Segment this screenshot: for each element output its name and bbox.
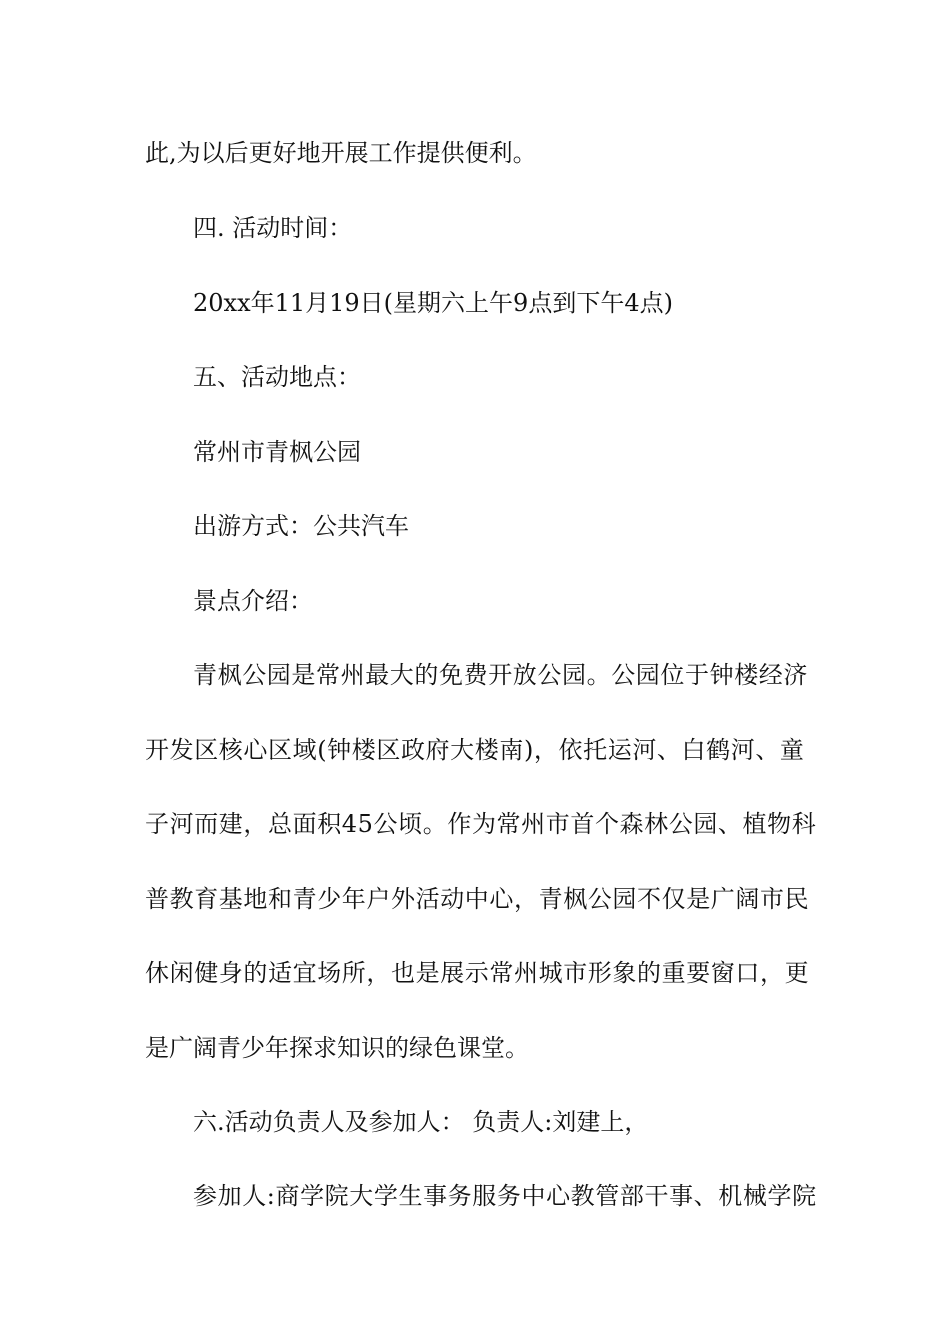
scenic-intro-line-2: 开发区核心区域(钟楼区政府大楼南)，依托运河、白鹤河、童 (145, 736, 805, 764)
travel-mode-text: 出游方式：公共汽车 (193, 512, 409, 540)
scenic-intro-line-4: 普教育基地和青少年户外活动中心，青枫公园不仅是广阔市民 (145, 885, 810, 913)
scenic-intro-line-6: 是广阔青少年探求知识的绿色课堂。 (145, 1034, 529, 1062)
section-heading-time: 四. 活动时间： (193, 214, 353, 242)
location-text: 常州市青枫公园 (193, 438, 361, 466)
scenic-intro-label: 景点介绍： (193, 587, 313, 615)
scenic-intro-line-1: 青枫公园是常州最大的免费开放公园。公园位于钟楼经济 (193, 661, 808, 689)
section-heading-people: 六.活动负责人及参加人： 负责人:刘建上， (193, 1108, 649, 1136)
scenic-intro-line-3: 子河而建，总面积45公顷。作为常州市首个森林公园、植物科 (145, 810, 817, 838)
activity-time-text: 20xx年11月19日(星期六上午9点到下午4点) (193, 289, 673, 317)
section-heading-location: 五、活动地点： (193, 363, 361, 391)
scenic-intro-line-5: 休闲健身的适宜场所，也是展示常州城市形象的重要窗口，更 (145, 959, 810, 987)
paragraph-continuation: 此,为以后更好地开展工作提供便利。 (145, 139, 537, 167)
participants-text: 参加人:商学院大学生事务服务中心教管部干事、机械学院 (193, 1182, 817, 1210)
